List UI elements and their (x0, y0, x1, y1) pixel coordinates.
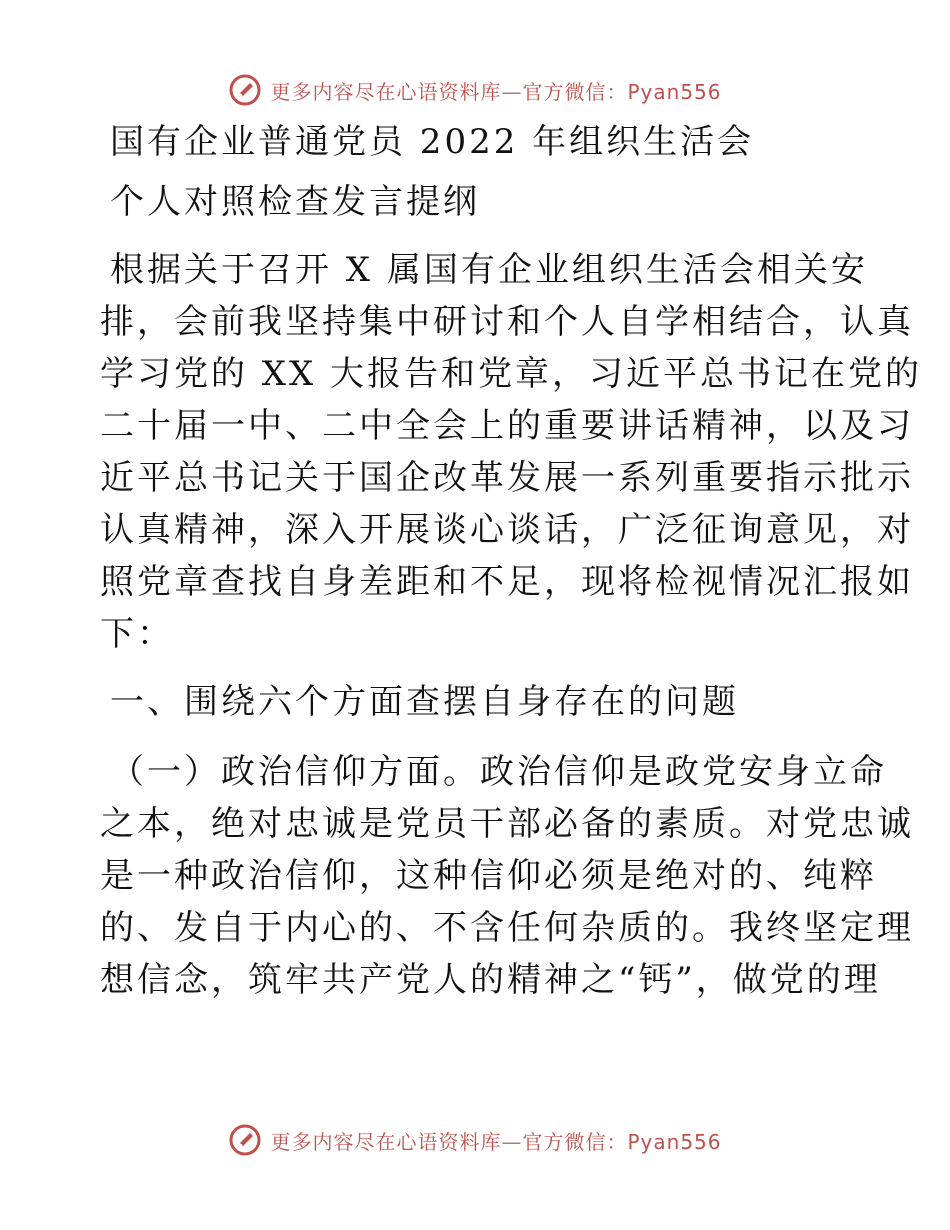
paragraph-line: 认真精神，深入开展谈心谈话，广泛征询意见，对 (100, 510, 914, 550)
document-subtitle: 个人对照检查发言提纲 (110, 182, 480, 222)
banner-separator: — (501, 79, 523, 104)
banner-promo: 更多内容尽在心语资料库 (270, 1129, 502, 1154)
banner-separator: — (501, 1129, 523, 1154)
brand-logo-icon (228, 73, 262, 107)
paragraph-line: 根据关于召开 X 属国有企业组织生活会相关安 (110, 250, 868, 290)
intro-paragraph (100, 244, 923, 660)
banner-contact-id: Pyan556 (627, 1129, 722, 1154)
paragraph-line: 排，会前我坚持集中研讨和个人自学相结合，认真 (100, 302, 914, 342)
paragraph-line: 下： (100, 614, 174, 654)
section-heading: 一、围绕六个方面查摆自身存在的问题 (110, 682, 739, 722)
paragraph-line: 是一种政治信仰，这种信仰必须是绝对的、纯粹 (100, 856, 877, 896)
section1-paragraph (100, 746, 914, 1006)
banner-text (270, 76, 721, 105)
brand-logo-icon (228, 1123, 262, 1157)
watermark-banner-top (0, 70, 950, 110)
paragraph-line: 之本，绝对忠诚是党员干部必备的素质。对党忠诚 (100, 804, 914, 844)
paragraph-line: 近平总书记关于国企改革发展一系列重要指示批示 (100, 458, 914, 498)
paragraph-line: 照党章查找自身差距和不足，现将检视情况汇报如 (100, 562, 914, 602)
paragraph-line: 想信念，筑牢共产党人的精神之“钙”，做党的理 (100, 960, 881, 1000)
banner-text (270, 1126, 721, 1155)
watermark-banner-bottom (0, 1120, 950, 1160)
banner-promo: 更多内容尽在心语资料库 (270, 79, 502, 104)
paragraph-line: 学习党的 XX 大报告和党章，习近平总书记在党的 (100, 354, 923, 394)
banner-contact-label: 官方微信： (522, 1129, 628, 1154)
banner-contact-label: 官方微信： (522, 79, 628, 104)
paragraph-line: 的、发自于内心的、不含任何杂质的。我终坚定理 (100, 908, 914, 948)
paragraph-line: （一）政治信仰方面。政治信仰是政党安身立命 (110, 752, 887, 792)
document-title: 国有企业普通党员 2022 年组织生活会 (110, 122, 755, 162)
banner-contact-id: Pyan556 (627, 79, 722, 104)
document-body (100, 118, 923, 1024)
paragraph-line: 二十届一中、二中全会上的重要讲话精神，以及习 (100, 406, 914, 446)
